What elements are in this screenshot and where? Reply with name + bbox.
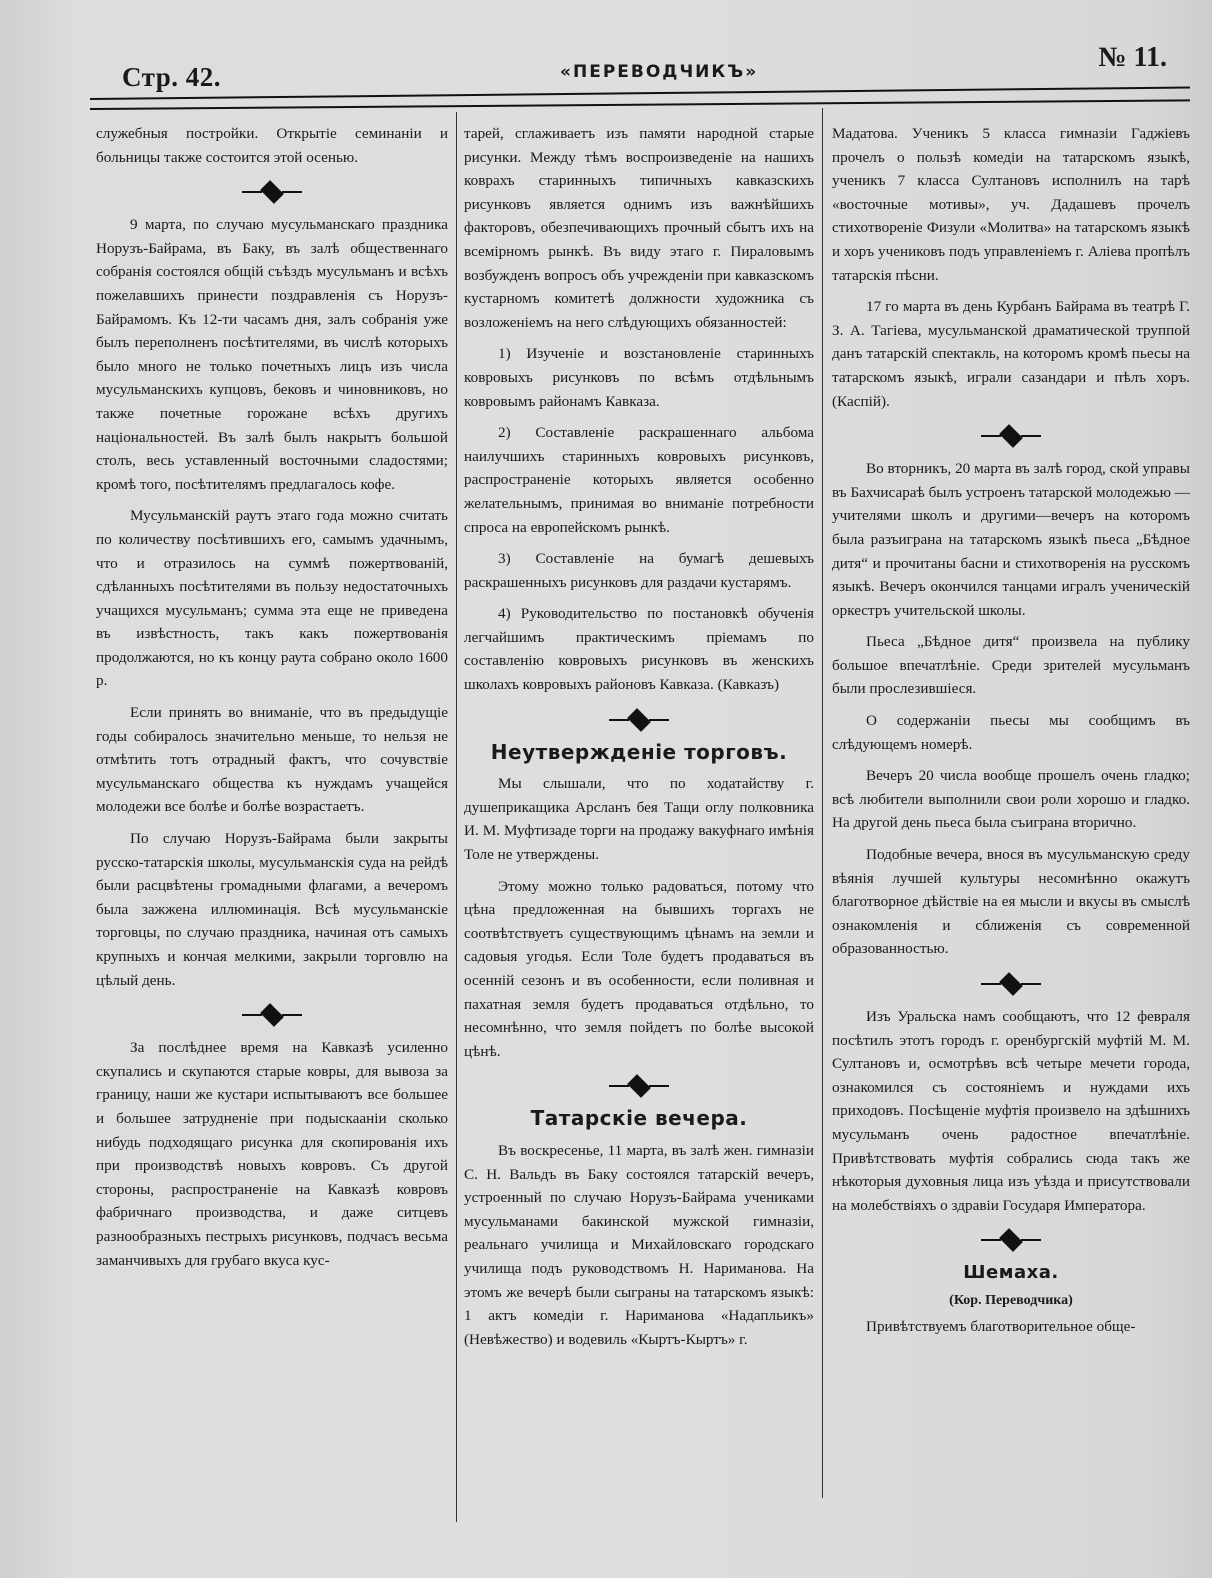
list-item: 4) Руководительство по постановкѣ обученія легчайшимъ практическимъ пріемамъ по составленію ковровыхъ рисунковъ въ женскихъ школахъ ковровыхъ районовъ Кавказа. (Кавказъ) [464,605,814,694]
article-paragraph: тарей, сглаживаетъ изъ памяти народной старые рисунки. Между тѣмъ воспроизведеніе на нашихъ коврахъ старинныхъ типичныхъ кавказскихъ рисунковъ является однимъ изъ важнѣйшихъ факторовъ, обезпечивающихъ прочный сбытъ ихъ на всемірномъ рынкѣ. Въ виду этаго г. Пираловымъ возбужденъ вопросъ объ учрежденіи при кавказскомъ кустарномъ комитетѣ должности художника съ возложеніемъ на него слѣдующихъ обязанностей: [464,125,814,331]
diamond-ornament-icon [260,1003,284,1027]
column-1 [96,122,448,1280]
diamond-ornament-icon [627,1074,651,1098]
article-paragraph: Привѣтствуемъ благотворительное обще- [866,1317,1136,1335]
article-paragraph: 9 марта, по случаю мусульманскаго праздника Норузъ-Байрама, въ Баку, въ залѣ общественнаго собранія состоялся общій съѣздъ мусульманъ и всѣхъ пожелавшихъ принести поздравленія съ Норузъ-Байрамомъ. Къ 12-ти часамъ дня, залъ собранія уже былъ переполненъ посѣтителями, въ числѣ которыхъ было много не только почетныхъ лицъ изъ числа мусульманскихъ купцовъ, бековъ и чиновниковъ, но также почетные горожане всѣхъ другихъ національностей. Въ залѣ былъ накрытъ большой столъ, весь уставленный восточными сладостями; кромѣ того, посѣтителямъ предлагалось кофе. [96,216,448,493]
article-headline: Татарскіе вечера. [530,1106,748,1131]
list-item: 1) Изученіе и возстановленіе старинныхъ ковровыхъ рисунковъ по всѣмъ отдѣльнымъ ковровымъ районамъ Кавказа. [464,345,814,410]
column-2 [464,122,814,1359]
section-separator [464,1071,814,1101]
page-number: Стр. 42. [122,62,222,92]
newspaper-title: «ПЕРЕВОДЧИКЪ» [560,62,759,82]
article-paragraph: По случаю Норузъ-Байрама были закрыты русско-татарскія школы, мусульманскія суда на рейдѣ были расцвѣтены громадными флагами, а вечеромъ была зажжена иллюминація. Всѣ мусульманскіе торговцы, по случаю праздника, начиная отъ самыхъ крупныхъ и кончая мелкими, закрыли торговлю на цѣлый день. [96,830,448,989]
article-paragraph: Мы слышали, что по ходатайству г. душеприкащика Арсланъ бея Тащи оглу полковника И. М. Муфтизаде торги на продажу вакуфнаго имѣнія Толе не утверждены. [464,775,814,864]
column-divider [456,112,457,1522]
section-separator [832,1225,1190,1255]
issue-number: № 11. [1098,42,1167,73]
article-byline: (Кор. Переводчика) [949,1292,1073,1308]
column-3 [832,122,1190,1346]
article-paragraph: Мусульманскій раутъ этаго года можно считать по количеству посѣтившихъ его, самымъ удачнымъ, что и отразилось на суммѣ пожертвованій, сдѣланныхъ посѣтителями въ пользу недостаточныхъ учащихся мусульманъ; сумма эта еще не приведена въ извѣстность, такъ какъ пожертвованія продолжаются, но къ концу раута собрано около 1600 р. [96,507,448,690]
section-separator [96,177,448,207]
section-separator [832,421,1190,451]
diamond-ornament-icon [999,424,1023,448]
article-paragraph: Изъ Уральска намъ сообщаютъ, что 12 февраля посѣтилъ этотъ городъ г. оренбургскій муфтій М. М. Султановъ и, осмотрѣвъ всѣ четыре мечети города, ознакомился съ состояніемъ и нуждами ихъ приходовъ. Посѣщеніе муфтія произвело на здѣшнихъ мусульманъ очень радостное впечатлѣніе. Привѣтствовать муфтія собрались сюда такъ же нѣкоторыя духовныя лица изъ уѣзда и присутствовали на молебствіяхъ о здравіи Государя Императора. [832,1008,1190,1214]
section-separator [464,705,814,735]
article-paragraph: За послѣднее время на Кавказѣ усиленно скупались и скупаются старые ковры, для вывоза за границу, наши же кустари испытываютъ все большее и большее затрудненіе при подыскааніи сколько нибудь подходящаго рисунка для скопированія ихъ при производствѣ новыхъ ковровъ. Съ другой стороны, распространеніе на Кавказѣ ковровъ фабричнаго производства, и даже ситцевъ разнообразныхъ пестрыхъ рисунковъ, подчасъ весьма заманчивыхъ для грубаго вкуса кус- [96,1039,448,1269]
article-paragraph: Подобные вечера, внося въ мусульманскую среду вѣянія лучшей культуры несомнѣнно окажутъ благотворное дѣйствіе на ея мысли и вкусы въ смыслѣ ознакомленія и сближенія съ современной образованностью. [832,846,1190,958]
article-paragraph: 17 го марта въ день Курбанъ Байрама въ театрѣ Г. З. А. Тагіева, мусульманской драматической труппой данъ татарскій спектакль, на которомъ кромѣ пьесы на татарскомъ языкѣ, играли сазандари и пѣлъ хоръ. (Каспій). [832,298,1190,410]
article-paragraph: Этому можно только радоваться, потому что цѣна предложенная на бывшихъ торгахъ не соотвѣтствуетъ существующимъ цѣнамъ на земли и садовыя угодья. Если Толе будетъ продаваться въ осенній сезонъ и въ особенности, если поливная и пахатная земля будетъ продаваться отдѣльно, то несомнѣнно, что земля пойдетъ по болѣе высокой цѣнѣ. [464,877,814,1060]
article-paragraph: Если принять во вниманіе, что въ предыдущіе годы собиралось значительно меньше, то нельзя не отмѣтить тотъ отрадный фактъ, что сочувствіе мусульманскаго общества къ нуждамъ учащейся молодежи все болѣе и болѣе возрастаетъ. [96,704,448,816]
article-paragraph: Во вторникъ, 20 марта въ залѣ город, ской управы въ Бахчисараѣ былъ устроенъ татарской молодежью — учителями школъ и другими—вечеръ на которомъ была разъиграна на татарскомъ языкѣ пьеса „Бѣдное дитя“ и прочитаны басни и стихотворенія на русскомъ языкѣ. Вечеръ окончился танцами игралъ ученическій оркестръ учительской школы. [832,460,1190,619]
section-separator [832,969,1190,999]
diamond-ornament-icon [999,972,1023,996]
article-paragraph: Пьеса „Бѣдное дитя“ произвела на публику большое впечатлѣніе. Среди зрителей мусульманъ были прослезившіеся. [832,633,1190,698]
article-headline: Шемаха. [963,1262,1059,1284]
article-headline: Неутвержденіе торговъ. [490,739,788,764]
article-paragraph: Вечеръ 20 числа вообще прошелъ очень гладко; всѣ любители выполнили свои роли хорошо и гладко. На другой день пьеса была съиграна вторично. [832,767,1190,832]
article-paragraph: служебныя постройки. Открытіе семинаніи и больницы также состоится этой осенью. [96,125,448,166]
list-item: 2) Составленіе раскрашеннаго альбома наилучшихъ старинныхъ ковровыхъ рисунковъ, распространеніе которыхъ является особенно желательнымъ, принимая во вниманіе потребности спроса на европейскомъ рынкѣ. [464,424,814,536]
diamond-ornament-icon [999,1228,1023,1252]
article-paragraph: Въ воскресенье, 11 марта, въ залѣ жен. гимназіи С. Н. Вальдъ въ Баку состоялся татарскій вечеръ, устроенный по случаю Норузъ-Байрама учениками мусульманами бакинской мужской гимназіи, реальнаго училища и Михайловскаго городскаго училища подъ руководствомъ Н. Нариманова. На этомъ же вечерѣ были сыграны на татарскомъ языкѣ: 1 актъ комедіи г. Нариманова «Надапльикъ» (Невѣжество) и водевиль «Кыртъ-Кыртъ» г. [464,1141,814,1348]
article-paragraph: Мадатова. Ученикъ 5 класса гимназіи Гаджіевъ прочелъ о пользѣ комедіи на татарскомъ языкѣ, ученикъ 7 класса Султановъ исполнилъ на тарѣ «восточные мотивы», уч. Дадашевъ прочелъ стихотвореніе Физули «Молитва» на татарскомъ языкѣ и хоръ учениковъ подъ управленіемъ г. Аліева пропѣлъ татарскія пѣсни. [832,125,1190,284]
article-paragraph: О содержаніи пьесы мы сообщимъ въ слѣдующемъ номерѣ. [832,712,1190,753]
list-item: 3) Составленіе на бумагѣ дешевыхъ раскрашенныхъ рисунковъ для раздачи кустарямъ. [464,550,814,591]
diamond-ornament-icon [260,180,284,204]
column-divider [822,108,823,1498]
section-separator [96,1000,448,1030]
diamond-ornament-icon [627,708,651,732]
